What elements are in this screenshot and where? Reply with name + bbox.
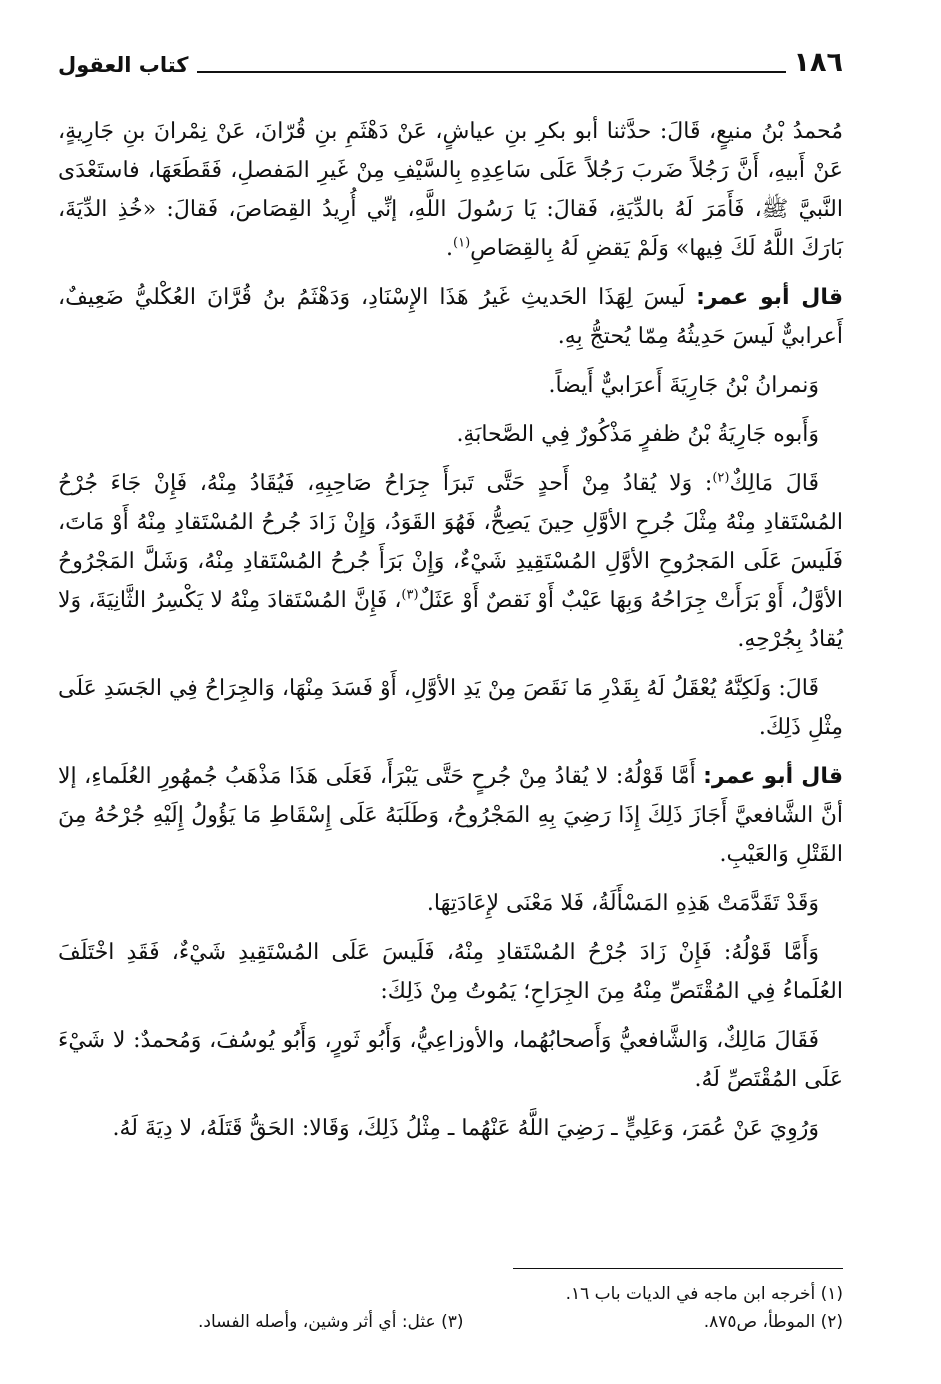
footnote-ref: (٣) xyxy=(401,587,419,603)
paragraph: وَأَمَّا قَوْلُهُ: فَإِنْ زَادَ جُرْحُ المُسْتَقادِ مِنْهُ، فَلَيسَ عَلَى المُسْتَقِيدِ شَيْءٌ، فَقَدِ اخْتَلَفَ العُلَماءُ فِي المُقْتَصِّ مِنْهُ مِنَ الجِرَاحِ؛ يَمُوتُ مِنْ ذَلِكَ: xyxy=(58,940,843,1004)
paragraph: قَالَ مَالِكٌ$^{(٢)}$: وَلا يُقادُ مِنْ أَحدٍ حَتَّى تَبرَأَ جِرَاحُ صَاحِبِهِ، فَيُقَادُ مِنْهُ، فَإِنْ جَاءَ جُرْحُ المُسْتَقادِ مِنْهُ مِثْلَ جُرحِ الأوَّلِ حِينَ يَصِحُّ، فَهُوَ القَوَدُ، وَإِنْ زَادَ جُرحُ المُسْتَقادِ مِنْهُ أَوْ مَاتَ، فَلَيسَ عَلَى المَجرُوحِ الأوَّلِ المُسْتَقِيدِ شَيْءٌ، وَإِنْ بَرَأَ جُرحُ المُسْتَقادِ مِنْهُ، وَشَلَّ المَجْرُوحُ الأوَّلُ، أَوْ بَرَأَتْ جِرَاحُهُ وَبِهَا عَيْبٌ أَوْ نَقصٌ أَوْ عَثَلٌ$^{(٣)}$، فَإِنَّ المُسْتَقادَ مِنْهُ لا يَكْسِرُ الثَّانِيَةَ، وَلا يُقادُ بِجُرْحِهِ. xyxy=(58,470,843,652)
paragraph: وَرُوِيَ عَنْ عُمَرَ، وَعَلِيٍّ ـ رَضِيَ اللَّهُ عَنْهُما ـ مِثْلُ ذَلِكَ، وَقَالا: الحَقُّ قَتَلَهُ، لا دِيَةَ لَهُ. xyxy=(112,1116,819,1141)
footnote-row xyxy=(58,1280,843,1308)
footnote-separator xyxy=(513,1268,843,1269)
paragraph: وَأَبوه جَارِيَةُ بْنُ ظفرٍ مَذْكُورٌ فِي الصَّحابَةِ. xyxy=(456,422,819,447)
paragraph: وَقَدْ تَقَدَّمَتْ هَذِهِ المَسْأَلَةُ، فَلا مَعْنَى لإِعَادَتِهَا. xyxy=(426,891,819,916)
header-rule xyxy=(197,71,786,73)
footnote-3: (٣) عثل: أي أثر وشين، وأصله الفساد. xyxy=(198,1312,464,1332)
paragraph: مُحمدُ بْنُ منيعٍ، قَالَ: حدَّثنا أبو بكرِ بنِ عياشٍ، عَنْ دَهْثَمِ بنِ قُرّانَ، عَنْ نِمْرانَ بنِ جَارِيةٍ، عَنْ أَبيهِ، أَنَّ رَجُلاً ضَربَ رَجُلاً عَلَى سَاعِدِهِ بِالسَّيْفِ مِنْ غَيرِ المَفصلِ، فَقَطَعَهَا، فاستَعْدَى النَّبيَّ ﷺ، فَأَمَرَ لَهُ بالدِّيَةِ، فَقالَ: يَا رَسُولَ اللَّهِ، إنِّي أُرِيدُ القِصَاصَ، فَقالَ: «خُذِ الدِّيَةَ، بَارَكَ اللَّهُ لَكَ فِيها» وَلَمْ يَقضِ لَهُ بِالقِصَاصِ$^{(١)}$. xyxy=(58,119,843,261)
footnotes xyxy=(58,1280,843,1336)
paragraph: قال أبو عمر: لَيسَ لِهَذَا الحَديثِ غَيرُ هَذَا الإِسْنَادِ، وَدَهْثَمُ بنُ قُرَّانَ العُكْليُّ ضَعِيفٌ، أَعرابيٌّ لَيسَ حَدِيثُهُ مِمّا يُحتجُّ بِهِ. xyxy=(58,285,844,349)
footnote-1: (١) أخرجه ابن ماجه في الديات باب ١٦. xyxy=(565,1284,843,1304)
paragraph: فَقَالَ مَالِكٌ، وَالشَّافعيُّ وَأَصحابُهُما، والأوزاعِيُّ، وَأَبُو ثَورٍ، وَأَبُو يُوسُفَ، وَمُحمدٌ: لا شَيْءَ عَلَى المُقْتَصِّ لَهُ. xyxy=(58,1028,843,1092)
footnote-row xyxy=(58,1308,843,1336)
paragraph: قَالَ: وَلَكِنَّهُ يُعْقَلُ لَهُ بِقَدْرِ مَا نَقَصَ مِنْ يَدِ الأوَّلِ، أَوْ فَسَدَ مِنْهَا، وَالجِرَاحُ فِي الجَسَدِ عَلَى مِثْلِ ذَلِكَ. xyxy=(58,676,843,740)
speaker-lead: قال أبو عمر: xyxy=(703,764,843,789)
running-header xyxy=(58,36,843,76)
main-text xyxy=(58,112,843,1158)
book-title: كتاب العقول xyxy=(58,53,189,77)
footnote-ref: (٢) xyxy=(712,470,730,486)
paragraph: قال أبو عمر: أَمَّا قَوْلُهُ: لا يُقادُ مِنْ جُرحٍ حَتَّى يَبْرَأَ، فَعَلَى هَذَا مَذْهَبُ جُمهُورِ العُلَماءِ، إلا أنَّ الشَّافعيَّ أَجَازَ ذَلِكَ إِذَا رَضِيَ بِهِ المَجْرُوحُ، وَطَلَبَهُ عَلَى إِسْقَاطِ مَا يَؤُولُ إِلَيْهِ جُرْحُهُ مِنَ القَتْلِ وَالعَيْبِ. xyxy=(58,764,843,867)
footnote-ref: (١) xyxy=(453,235,471,251)
page-number: ١٨٦ xyxy=(793,47,843,78)
speaker-lead: قال أبو عمر: xyxy=(696,285,844,310)
footnote-2: (٢) الموطأ، ص٨٧٥. xyxy=(703,1312,843,1332)
paragraph: وَنمرانُ بْنُ جَارِيَةَ أَعرَابيٌّ أَيضاً. xyxy=(548,373,819,398)
